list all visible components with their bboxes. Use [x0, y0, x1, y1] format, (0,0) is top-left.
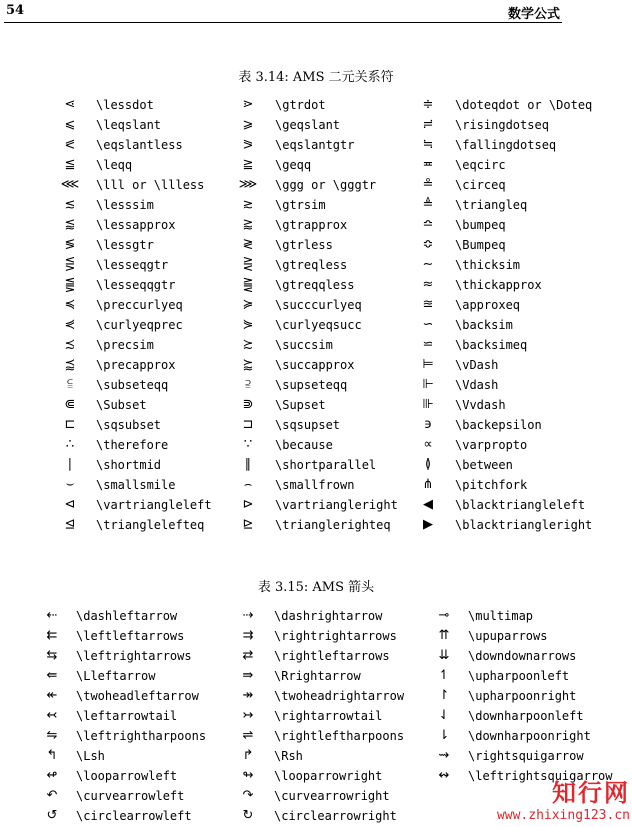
- math-symbol: ↰: [46, 748, 58, 763]
- latex-command: \upuparrows: [468, 629, 548, 643]
- latex-command: \geqq: [275, 158, 312, 172]
- math-symbol: ↱: [242, 748, 254, 763]
- table-row: [0, 175, 632, 195]
- math-symbol: ⇈: [438, 628, 450, 643]
- math-symbol: ⋟: [242, 317, 254, 332]
- math-symbol: ⊩: [422, 377, 434, 392]
- latex-command: \leftrightsquigarrow: [468, 769, 613, 783]
- latex-command: \eqslantgtr: [275, 138, 355, 152]
- math-symbol: ⋘: [60, 177, 80, 192]
- table-row: [0, 686, 632, 706]
- latex-command: \backsim: [455, 318, 513, 332]
- math-symbol: ⊏: [64, 417, 76, 432]
- table-row: [0, 375, 632, 395]
- math-symbol: ⫅: [67, 377, 73, 392]
- latex-command: \Vdash: [455, 378, 499, 392]
- table-row: [0, 495, 632, 515]
- latex-command: \leqslant: [96, 118, 162, 132]
- latex-command: \circlearrowleft: [76, 809, 192, 823]
- header-rule: [4, 22, 562, 23]
- math-symbol: ≜: [422, 197, 434, 212]
- math-symbol: ≖: [422, 157, 434, 172]
- math-symbol: ≈: [422, 277, 434, 292]
- math-symbol: ⇂: [438, 728, 450, 743]
- running-title: 数学公式: [507, 7, 560, 22]
- math-symbol: ≏: [422, 217, 434, 232]
- table-row: [0, 315, 632, 335]
- math-symbol: ∝: [423, 437, 433, 452]
- latex-command: \trianglerighteq: [275, 518, 391, 532]
- table-row: [0, 95, 632, 115]
- latex-command: \vartriangleright: [275, 498, 398, 512]
- math-symbol: ⪅: [64, 217, 76, 232]
- latex-command: \because: [275, 438, 333, 452]
- latex-command: \lesseqgtr: [96, 258, 169, 272]
- math-symbol: ≑: [422, 97, 434, 112]
- math-symbol: ≶: [64, 237, 76, 252]
- math-symbol: ∵: [243, 437, 253, 452]
- math-symbol: ϶: [424, 417, 432, 432]
- latex-command: \subseteqq: [96, 378, 169, 392]
- latex-command: \varpropto: [455, 438, 528, 452]
- math-symbol: ⋑: [242, 397, 254, 412]
- math-symbol: ⪕: [64, 137, 76, 152]
- latex-command: \gtreqless: [275, 258, 348, 272]
- latex-command: \Rsh: [274, 749, 303, 763]
- math-symbol: ≲: [64, 197, 76, 212]
- math-symbol: ⇚: [46, 668, 58, 683]
- latex-command: \precapprox: [96, 358, 176, 372]
- table-row: [0, 415, 632, 435]
- math-symbol: ↶: [46, 788, 58, 803]
- math-symbol: ⊲: [64, 497, 76, 512]
- latex-command: \bumpeq: [455, 218, 506, 232]
- math-symbol: ⇢: [242, 608, 254, 623]
- table-row: [0, 135, 632, 155]
- latex-command: \leftrightharpoons: [76, 729, 207, 743]
- math-symbol: ⪆: [242, 217, 254, 232]
- math-symbol: ∣: [66, 457, 74, 472]
- math-symbol: ⪖: [242, 137, 254, 152]
- latex-command: \thicksim: [455, 258, 521, 272]
- latex-command: \downharpoonleft: [468, 709, 584, 723]
- math-symbol: ⋖: [64, 97, 76, 112]
- math-symbol: ≒: [422, 137, 434, 152]
- math-symbol: ⇊: [438, 648, 450, 663]
- math-symbol: ⪋: [64, 277, 76, 292]
- latex-command: \gtrdot: [275, 98, 326, 112]
- latex-command: \Vvdash: [455, 398, 506, 412]
- latex-command: \ggg or \gggtr: [275, 178, 377, 192]
- math-symbol: ≿: [242, 337, 254, 352]
- math-symbol: ↠: [242, 688, 254, 703]
- latex-command: \vDash: [455, 358, 499, 372]
- latex-command: \succcurlyeq: [275, 298, 362, 312]
- math-symbol: ⩾: [242, 117, 254, 132]
- math-symbol: ⊐: [242, 417, 254, 432]
- math-symbol: ⇃: [438, 708, 450, 723]
- math-symbol: ⇄: [242, 648, 254, 663]
- latex-command: \blacktriangleleft: [455, 498, 586, 512]
- math-symbol: ≗: [422, 177, 434, 192]
- latex-command: \backepsilon: [455, 418, 542, 432]
- latex-command: \lesssim: [96, 198, 154, 212]
- latex-command: \rightleftharpoons: [274, 729, 405, 743]
- latex-command: \approxeq: [455, 298, 521, 312]
- latex-command: \gtrsim: [275, 198, 326, 212]
- math-symbol: ↻: [242, 808, 254, 823]
- math-symbol: ≷: [242, 237, 254, 252]
- table-caption-arrows: 表 3.15: AMS 箭头: [257, 580, 375, 595]
- latex-command: \doteqdot or \Doteq: [455, 98, 593, 112]
- latex-command: \vartriangleleft: [96, 498, 212, 512]
- table-row: [0, 275, 632, 295]
- latex-command: \leqq: [96, 158, 133, 172]
- latex-command: \shortparallel: [275, 458, 377, 472]
- latex-command: \succsim: [275, 338, 333, 352]
- math-symbol: ∴: [65, 437, 75, 452]
- latex-command: \downdownarrows: [468, 649, 577, 663]
- math-symbol: ↾: [438, 688, 450, 703]
- latex-command: \shortmid: [96, 458, 162, 472]
- latex-command: \Rrightarrow: [274, 669, 361, 683]
- math-symbol: ⋞: [64, 317, 76, 332]
- latex-command: \therefore: [96, 438, 169, 452]
- table-row: [0, 235, 632, 255]
- latex-command: \circlearrowright: [274, 809, 397, 823]
- latex-command: \curlyeqsucc: [275, 318, 362, 332]
- latex-command: \leftrightarrows: [76, 649, 192, 663]
- math-symbol: ⇠: [46, 608, 58, 623]
- math-symbol: ⇆: [46, 648, 58, 663]
- table-row: [0, 626, 632, 646]
- math-symbol: ⋐: [64, 397, 76, 412]
- latex-command: \lessapprox: [96, 218, 176, 232]
- math-symbol: ⋚: [64, 257, 76, 272]
- math-symbol: ⋙: [238, 177, 258, 192]
- latex-command: \gtrless: [275, 238, 333, 252]
- math-symbol: ↬: [242, 768, 254, 783]
- table-row: [0, 295, 632, 315]
- latex-command: \downharpoonright: [468, 729, 591, 743]
- latex-command: \curvearrowright: [274, 789, 390, 803]
- latex-command: \trianglelefteq: [96, 518, 205, 532]
- math-symbol: ⩽: [64, 117, 76, 132]
- math-symbol: ⪌: [242, 277, 254, 292]
- latex-command: \Bumpeq: [455, 238, 506, 252]
- math-symbol: ↭: [438, 768, 450, 783]
- math-symbol: ⇌: [242, 728, 254, 743]
- table-row: [0, 395, 632, 415]
- table-row: [0, 435, 632, 455]
- latex-command: \supseteqq: [275, 378, 348, 392]
- latex-command: \gtreqqless: [275, 278, 355, 292]
- math-symbol: ≦: [64, 157, 76, 172]
- table-row: [0, 475, 632, 495]
- latex-command: \sqsupset: [275, 418, 341, 432]
- latex-command: \curlyeqprec: [96, 318, 183, 332]
- latex-command: \lesseqqgtr: [96, 278, 176, 292]
- math-symbol: ↣: [242, 708, 254, 723]
- math-symbol: ⋍: [422, 337, 434, 352]
- latex-command: \rightsquigarrow: [468, 749, 584, 763]
- math-symbol: ≽: [242, 297, 254, 312]
- latex-command: \blacktriangleright: [455, 518, 593, 532]
- latex-command: \smallsmile: [96, 478, 176, 492]
- latex-command: \Supset: [275, 398, 326, 412]
- math-symbol: ≎: [422, 237, 434, 252]
- latex-command: \lessgtr: [96, 238, 154, 252]
- math-symbol: ⌢: [243, 477, 253, 492]
- latex-command: \eqcirc: [455, 158, 506, 172]
- math-symbol: ∥: [244, 457, 252, 472]
- latex-command: \Lleftarrow: [76, 669, 156, 683]
- latex-command: \dashleftarrow: [76, 609, 178, 623]
- math-symbol: ≾: [64, 337, 76, 352]
- math-symbol: ⇋: [46, 728, 58, 743]
- latex-command: \preccurlyeq: [96, 298, 183, 312]
- latex-command: \rightleftarrows: [274, 649, 390, 663]
- latex-command: \smallfrown: [275, 478, 355, 492]
- latex-command: \Subset: [96, 398, 147, 412]
- math-symbol: ≼: [64, 297, 76, 312]
- latex-command: \leftleftarrows: [76, 629, 185, 643]
- latex-command: \succapprox: [275, 358, 355, 372]
- table-row: [0, 115, 632, 135]
- table-row: [0, 726, 632, 746]
- latex-command: \thickapprox: [455, 278, 542, 292]
- latex-command: \rightarrowtail: [274, 709, 383, 723]
- math-symbol: ▶: [423, 517, 433, 532]
- math-symbol: ≓: [422, 117, 434, 132]
- math-symbol: ≬: [424, 457, 432, 472]
- latex-command: \circeq: [455, 178, 506, 192]
- table-row: [0, 335, 632, 355]
- table-caption-relations: 表 3.14: AMS 二元关系符: [238, 70, 394, 85]
- math-symbol: ⊵: [242, 517, 254, 532]
- latex-command: \triangleq: [455, 198, 528, 212]
- latex-command: \upharpoonright: [468, 689, 577, 703]
- math-symbol: ≳: [242, 197, 254, 212]
- latex-command: \gtrapprox: [275, 218, 348, 232]
- latex-command: \multimap: [468, 609, 534, 623]
- table-row: [0, 455, 632, 475]
- math-symbol: ↿: [438, 668, 450, 683]
- math-symbol: ⌣: [65, 477, 75, 492]
- table-row: [0, 515, 632, 535]
- table-row: [0, 706, 632, 726]
- math-symbol: ∽: [422, 317, 434, 332]
- math-symbol: ⊸: [438, 608, 450, 623]
- latex-command: \eqslantless: [96, 138, 183, 152]
- math-symbol: ⇛: [242, 668, 254, 683]
- watermark-logo-text: 知行网: [552, 779, 630, 807]
- latex-command: \dashrightarrow: [274, 609, 383, 623]
- math-symbol: ⇇: [46, 628, 58, 643]
- table-row: [0, 355, 632, 375]
- table-row: [0, 606, 632, 626]
- math-symbol: ⇉: [242, 628, 254, 643]
- math-symbol: ◀: [423, 497, 433, 512]
- watermark-url: www.zhixing123.cn: [496, 808, 630, 823]
- table-row: [0, 255, 632, 275]
- latex-command: \Lsh: [76, 749, 105, 763]
- latex-command: \between: [455, 458, 513, 472]
- latex-command: \precsim: [96, 338, 154, 352]
- latex-command: \looparrowright: [274, 769, 383, 783]
- page-number: 54: [6, 3, 25, 18]
- table-row: [0, 646, 632, 666]
- math-symbol: ⋗: [242, 97, 254, 112]
- latex-command: \upharpoonleft: [468, 669, 570, 683]
- latex-command: \backsimeq: [455, 338, 528, 352]
- latex-command: \lessdot: [96, 98, 154, 112]
- table-row: [0, 666, 632, 686]
- latex-command: \rightrightarrows: [274, 629, 397, 643]
- math-symbol: ↫: [46, 768, 58, 783]
- math-symbol: ⊳: [242, 497, 254, 512]
- latex-command: \geqslant: [275, 118, 341, 132]
- math-symbol: ≊: [422, 297, 434, 312]
- math-symbol: ⊨: [422, 357, 434, 372]
- latex-command: \pitchfork: [455, 478, 528, 492]
- math-symbol: ↢: [46, 708, 58, 723]
- math-symbol: ≧: [242, 157, 254, 172]
- relations-table: [0, 95, 632, 535]
- math-symbol: ⋔: [422, 477, 434, 492]
- table-row: [0, 155, 632, 175]
- latex-command: \curvearrowleft: [76, 789, 185, 803]
- latex-command: \twoheadrightarrow: [274, 689, 405, 703]
- latex-command: \leftarrowtail: [76, 709, 178, 723]
- latex-command: \looparrowleft: [76, 769, 178, 783]
- latex-command: \risingdotseq: [455, 118, 549, 132]
- math-symbol: ⇝: [438, 748, 450, 763]
- math-symbol: ⫆: [245, 377, 251, 392]
- math-symbol: ↞: [46, 688, 58, 703]
- math-symbol: ⊪: [422, 397, 434, 412]
- math-symbol: ⪸: [242, 357, 254, 372]
- page-header: [0, 0, 632, 24]
- math-symbol: ↺: [46, 808, 58, 823]
- math-symbol: ⊴: [64, 517, 76, 532]
- math-symbol: ∼: [422, 257, 434, 272]
- watermark: [497, 773, 630, 823]
- table-row: [0, 746, 632, 766]
- table-row: [0, 195, 632, 215]
- latex-command: \lll or \llless: [96, 178, 205, 192]
- latex-command: \fallingdotseq: [455, 138, 557, 152]
- math-symbol: ⪷: [64, 357, 76, 372]
- table-row: [0, 215, 632, 235]
- latex-command: \twoheadleftarrow: [76, 689, 199, 703]
- math-symbol: ↷: [242, 788, 254, 803]
- latex-command: \sqsubset: [96, 418, 162, 432]
- math-symbol: ⋛: [242, 257, 254, 272]
